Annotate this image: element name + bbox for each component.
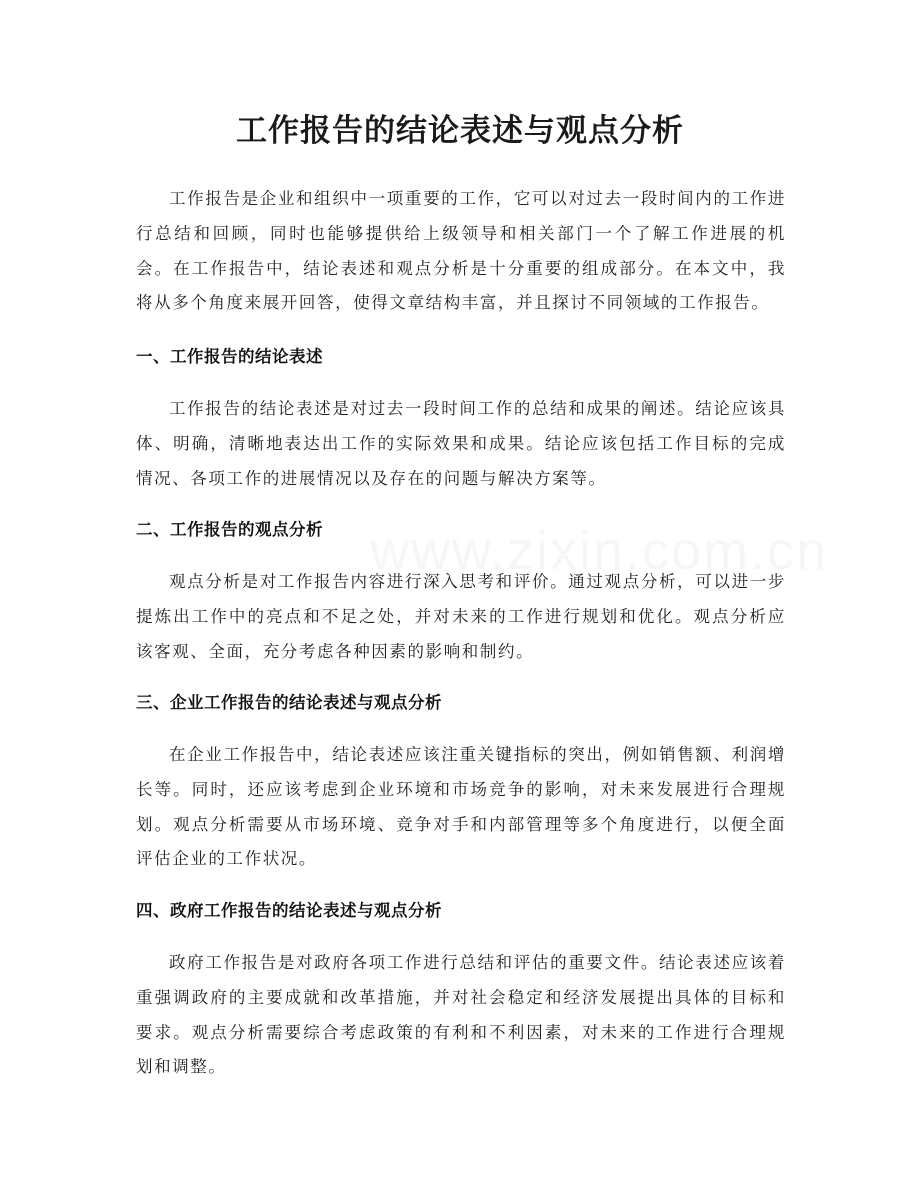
section-body-3: 在企业工作报告中，结论表述应该注重关键指标的突出，例如销售额、利润增长等。同时，还应该考虑到企业环境和市场竞争的影响，对未来发展进行合理规划。观点分析需要从市场环境、竞争对手和内部管理等多个角度进行，以便全面评估企业的工作状况。 xyxy=(136,745,786,869)
intro-paragraph: 工作报告是企业和组织中一项重要的工作，它可以对过去一段时间内的工作进行总结和回顾，同时也能够提供给上级领导和相关部门一个了解工作进展的机会。在工作报告中，结论表述和观点分析是十分重要的组成部分。在本文中，我将从多个角度来展开回答，使得文章结构丰富，并且探讨不同领域的工作报告。 xyxy=(136,189,786,313)
section-body-4: 政府工作报告是对政府各项工作进行总结和评估的重要文件。结论表述应该着重强调政府的主要成就和改革措施，并对社会稳定和经济发展提出具体的目标和要求。观点分析需要综合考虑政策的有利和不利因素，对未来的工作进行合理规划和调整。 xyxy=(136,953,786,1077)
section-heading-4: 四、政府工作报告的结论表述与观点分析 xyxy=(136,901,442,920)
section-heading-1: 一、工作报告的结论表述 xyxy=(136,347,323,366)
page-title: 工作报告的结论表述与观点分析 xyxy=(236,113,684,149)
section-body-2: 观点分析是对工作报告内容进行深入思考和评价。通过观点分析，可以进一步提炼出工作中的亮点和不足之处，并对未来的工作进行规划和优化。观点分析应该客观、全面，充分考虑各种因素的影响和制约。 xyxy=(136,572,786,661)
section-heading-2: 二、工作报告的观点分析 xyxy=(136,520,323,539)
section-body-1: 工作报告的结论表述是对过去一段时间工作的总结和成果的阐述。结论应该具体、明确，清晰地表达出工作的实际效果和成果。结论应该包括工作目标的完成情况、各项工作的进展情况以及存在的问题与解决方案等。 xyxy=(136,399,786,488)
section-heading-3: 三、企业工作报告的结论表述与观点分析 xyxy=(136,693,442,712)
